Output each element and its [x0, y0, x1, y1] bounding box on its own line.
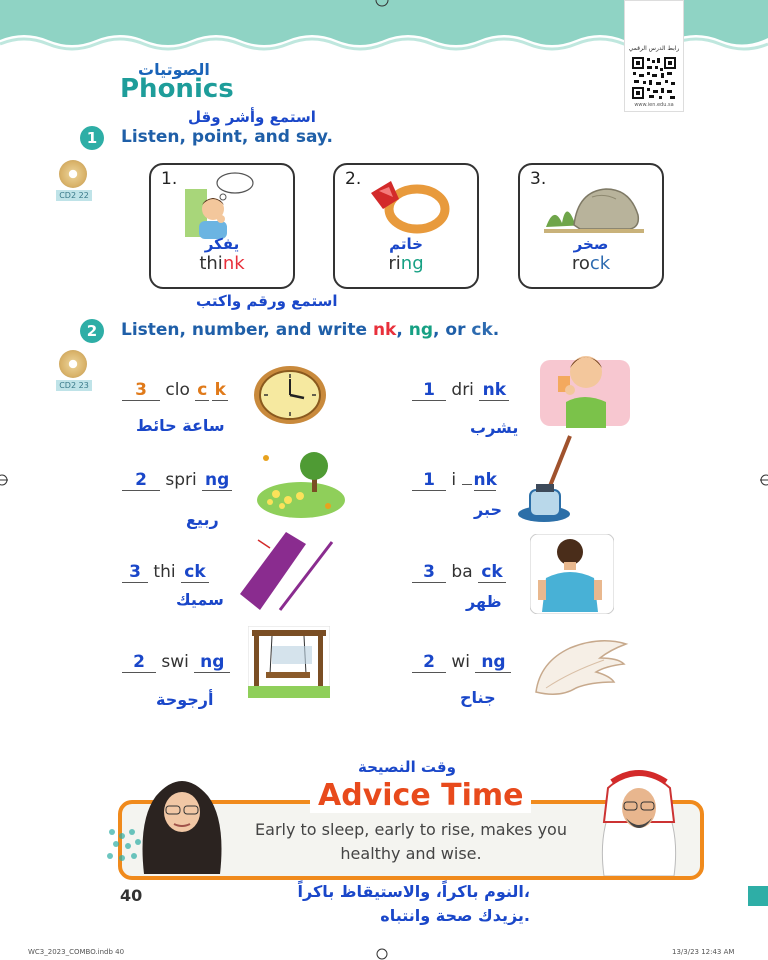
- fill-blank[interactable]: ng: [194, 652, 230, 673]
- card-think[interactable]: [149, 163, 295, 289]
- ink-bottle-icon: [516, 434, 590, 526]
- woman-character-icon: [134, 770, 230, 874]
- word-stem: ba: [451, 562, 473, 582]
- advice-title: Advice Time: [310, 778, 531, 813]
- swing-icon: [248, 626, 330, 698]
- cd-icon: [59, 160, 87, 188]
- card-word: ring: [388, 253, 424, 274]
- answer-blank[interactable]: 1: [412, 380, 446, 401]
- answer-blank[interactable]: 3: [412, 562, 446, 583]
- audio-cd-23[interactable]: [56, 350, 90, 391]
- exercise1-number-badge: 1: [80, 126, 104, 150]
- footer-left: WC3_2023_COMBO.indb 40: [28, 948, 125, 956]
- item-arabic: ظهر: [466, 592, 502, 611]
- word-stem: wi: [451, 652, 471, 672]
- card-number: 1.: [161, 169, 178, 189]
- word-stem: dri: [451, 380, 474, 400]
- card-arabic: خاتم: [389, 235, 423, 253]
- clock-icon: [252, 364, 328, 426]
- exercise1-instruction: Listen, point, and say.: [121, 127, 333, 147]
- card-word: think: [199, 253, 245, 274]
- answer-blank[interactable]: 2: [122, 652, 156, 673]
- audio-cd-22[interactable]: [56, 160, 90, 201]
- footer-right: 13/3/23 12:43 AM: [672, 948, 735, 956]
- fill-blank: [462, 484, 472, 485]
- advice-text: Early to sleep, early to rise, makes you healthy and wise.: [255, 820, 567, 863]
- man-character-icon: [594, 762, 684, 876]
- item-wing: [412, 652, 511, 673]
- wing-icon: [530, 632, 630, 704]
- exercise1-instruction-arabic: استمع وأشر وقل: [188, 108, 316, 126]
- item-drink: [412, 380, 509, 401]
- card-arabic: يفكر: [204, 235, 240, 253]
- rock-icon: [544, 175, 644, 235]
- registration-mark-icon: [0, 470, 10, 490]
- exercise2-instruction: Listen, number, and write nk, ng, or ck.: [121, 320, 500, 340]
- qr-label: رابط الدرس الرقمي: [628, 45, 680, 52]
- ministry-logo-icon: [104, 826, 144, 886]
- fill-blank[interactable]: nk: [473, 470, 497, 490]
- answer-blank[interactable]: 3: [122, 380, 160, 401]
- item-arabic: ساعة حائط: [136, 416, 225, 435]
- item-arabic: ربيع: [186, 510, 219, 529]
- word-stem: spri: [165, 470, 197, 490]
- qr-code-panel[interactable]: [624, 0, 684, 112]
- item-arabic: سميك: [176, 590, 224, 609]
- fill-blank[interactable]: k: [212, 380, 228, 401]
- card-ring[interactable]: [333, 163, 479, 289]
- thick-thin-bars-icon: [236, 530, 336, 614]
- edge-tab: [748, 886, 768, 906]
- advice-arabic: النوم باكراً، والاستيقاظ باكراً، يزيدك صحة وانتباه.: [297, 882, 530, 925]
- qr-code-icon[interactable]: [631, 56, 677, 100]
- card-word: rock: [571, 253, 611, 274]
- word-stem: swi: [161, 652, 189, 672]
- drinking-boy-icon: [540, 346, 630, 428]
- item-spring: [122, 470, 232, 491]
- fill-blank[interactable]: ng: [475, 652, 511, 673]
- word-stem: clo: [165, 380, 190, 400]
- registration-mark-icon: [758, 470, 768, 490]
- word-stem: thi: [153, 562, 176, 582]
- answer-blank[interactable]: 2: [412, 652, 446, 673]
- registration-mark-icon: [372, 946, 392, 960]
- answer-blank[interactable]: 2: [122, 470, 160, 491]
- fill-blank[interactable]: ck: [478, 562, 506, 583]
- item-ink: [412, 470, 496, 491]
- title-arabic: الصوتيات: [138, 60, 210, 79]
- page-title: Phonics: [120, 74, 234, 104]
- thinking-boy-icon: [183, 171, 263, 239]
- card-rock[interactable]: [518, 163, 664, 289]
- item-back: [412, 562, 506, 583]
- registration-mark-icon: [372, 0, 392, 10]
- boy-back-icon: [530, 534, 614, 614]
- card-arabic: صخر: [573, 235, 609, 253]
- word-stem: i: [451, 470, 457, 490]
- exercise2-instruction-arabic: استمع ورقم واكتب: [196, 292, 338, 310]
- item-arabic: أرجوحة: [156, 690, 214, 709]
- item-arabic: حبر: [474, 500, 503, 519]
- ring-icon: [365, 175, 455, 235]
- answer-blank[interactable]: 3: [122, 562, 148, 583]
- item-arabic: جناح: [460, 688, 496, 707]
- answer-blank[interactable]: 1: [412, 470, 446, 491]
- item-arabic: يشرب: [470, 418, 519, 437]
- cd-icon: [59, 350, 87, 378]
- page-number: 40: [120, 886, 143, 905]
- cd-label: CD2 23: [56, 380, 92, 391]
- item-clock: [122, 380, 228, 401]
- fill-blank[interactable]: ck: [181, 562, 209, 583]
- fill-blank[interactable]: nk: [479, 380, 509, 401]
- fill-blank[interactable]: ng: [202, 470, 232, 491]
- qr-url: www.ien.edu.sa: [634, 102, 674, 108]
- fill-blank[interactable]: c: [197, 380, 208, 400]
- cd-label: CD2 22: [56, 190, 92, 201]
- item-swing: [122, 652, 230, 673]
- exercise2-number-badge: 2: [80, 319, 104, 343]
- item-thick: [122, 562, 209, 583]
- card-number: 2.: [345, 169, 362, 189]
- advice-title-arabic: وقت النصيحة: [358, 758, 456, 776]
- spring-meadow-icon: [256, 448, 346, 518]
- card-number: 3.: [530, 169, 547, 189]
